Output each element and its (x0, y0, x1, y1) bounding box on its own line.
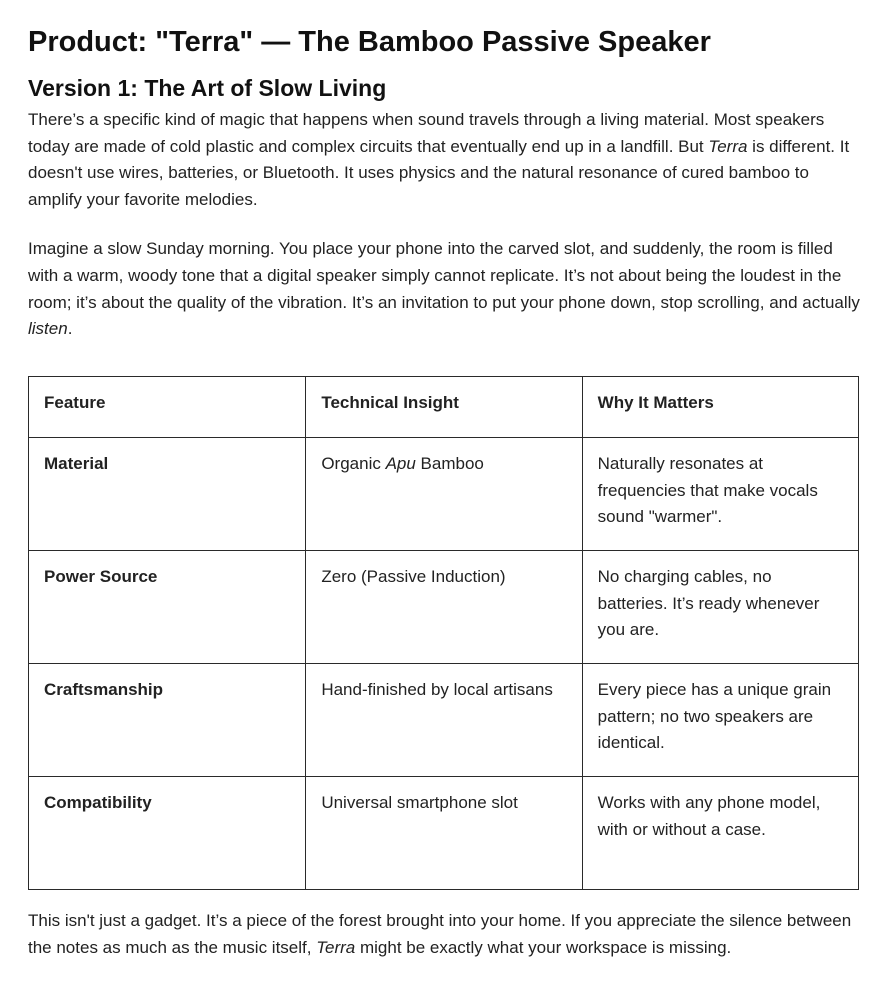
page-title: Product: "Terra" — The Bamboo Passive Speaker (28, 26, 711, 58)
why-cell: Works with any phone model, with or without a case. (582, 777, 858, 890)
insight-cell: Universal smartphone slot (306, 777, 582, 890)
why-cell: No charging cables, no batteries. It’s ready whenever you are. (582, 551, 858, 664)
second-paragraph (28, 213, 862, 342)
version-heading: Version 1: The Art of Slow Living (28, 75, 387, 101)
why-cell: Every piece has a unique grain pattern; no two speakers are identical. (582, 664, 858, 777)
intro-text-1: There’s a specific kind of magic that happens when sound travels through a living material. Most speakers today are made of cold plastic and complex circuits that eventually end up in a landfill. But (28, 110, 825, 156)
intro-paragraph (28, 103, 862, 213)
header-feature: Feature (29, 377, 306, 438)
insight-emphasis: Apu (385, 454, 416, 473)
why-cell: Naturally resonates at frequencies that make vocals sound "warmer". (582, 438, 858, 551)
table-row (29, 664, 859, 777)
insight-cell: Hand-finished by local artisans (306, 664, 582, 777)
table-row (29, 551, 859, 664)
closing-text-1: This isn't just a gadget. It’s a piece of the forest brought into your home. If you appreciate the silence between the notes as much as the music itself, (28, 911, 852, 957)
insight-text-2: Bamboo (415, 454, 484, 473)
intro-emphasis: Terra (708, 136, 748, 156)
feature-cell: Power Source (29, 551, 306, 664)
table-header-row (29, 377, 859, 438)
second-text-1: Imagine a slow Sunday morning. You place your phone into the carved slot, and suddenly, the room is filled with a warm, woody tone that a digital speaker simply cannot replicate. It’s not about being the loudest in the room; it’s about the quality of the vibration. It’s an invitation to put your phone down, stop scrolling, and actually (28, 239, 860, 312)
feature-cell: Material (29, 438, 306, 551)
table-row (29, 438, 859, 551)
insight-cell: Zero (Passive Induction) (306, 551, 582, 664)
table-row (29, 777, 859, 890)
second-emphasis: listen (28, 319, 68, 339)
insight-text-1: Organic (321, 454, 386, 473)
closing-text-2: might be exactly what your workspace is missing. (355, 937, 732, 957)
feature-cell: Craftsmanship (29, 664, 306, 777)
feature-table (28, 376, 859, 890)
feature-cell: Compatibility (29, 777, 306, 890)
header-why-it-matters: Why It Matters (582, 377, 858, 438)
header-technical-insight: Technical Insight (306, 377, 582, 438)
intro-text-2: is different. It doesn't use wires, batteries, or Bluetooth. It uses physics and the natural resonance of cured bamboo to amplify your favorite melodies. (28, 136, 850, 209)
insight-cell (306, 438, 582, 551)
second-text-2: . (67, 319, 73, 339)
closing-paragraph (28, 908, 858, 961)
closing-emphasis: Terra (316, 937, 356, 957)
